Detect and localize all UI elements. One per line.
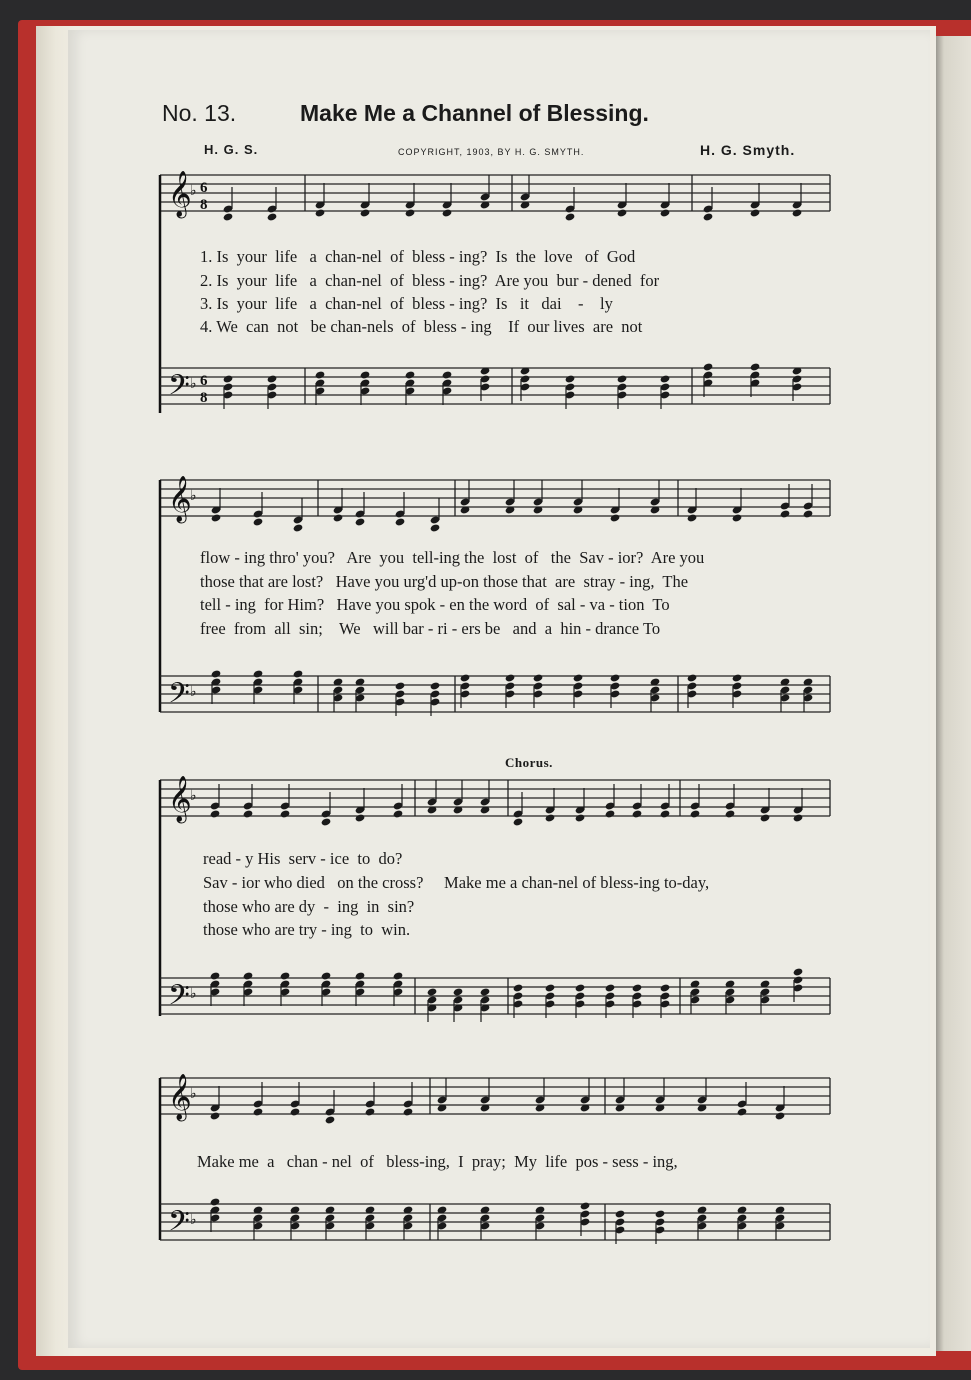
- svg-text:𝄞: 𝄞: [168, 171, 192, 217]
- svg-text:𝄞: 𝄞: [168, 476, 192, 522]
- svg-text:6: 6: [200, 180, 208, 196]
- lyric-line: those who are dy - ing in sin?: [203, 897, 415, 916]
- lyric-line: tell - ing for Him? Have you spok - en the word of sal - va - tion To: [200, 595, 670, 614]
- chorus-label: Chorus.: [505, 755, 553, 770]
- lyric-line: those who are try - ing to win.: [203, 920, 411, 939]
- lyric-line: Sav - ior who died on the cross? Make me a chan-nel of bless-ing to-day,: [203, 873, 710, 892]
- staff-system-1: [160, 171, 830, 413]
- svg-text:𝄞: 𝄞: [168, 776, 192, 822]
- lyric-line: Make me a chan - nel of bless-ing, I pray; My life pos - sess - ing,: [197, 1152, 678, 1171]
- svg-text:8: 8: [200, 390, 208, 406]
- lyric-line: free from all sin; We will bar - ri - ers be and a hin - drance To: [200, 619, 661, 638]
- svg-text:♭: ♭: [190, 684, 197, 700]
- lyric-line: those that are lost? Have you urg'd up-on those that are stray - ing, The: [200, 572, 689, 591]
- svg-text:6: 6: [200, 373, 208, 389]
- svg-text:𝄢: 𝄢: [168, 1205, 190, 1245]
- svg-text:𝄢: 𝄢: [168, 979, 190, 1019]
- svg-text:8: 8: [200, 197, 208, 213]
- lyric-line: 3. Is your life a chan-nel of bless - ing? Is it dai - ly: [200, 294, 613, 313]
- words-credit: H. G. S.: [204, 142, 259, 157]
- lyric-line: flow - ing thro' you? Are you tell-ing the lost of the Sav - ior? Are you: [200, 548, 705, 567]
- music-credit: H. G. Smyth.: [700, 142, 796, 158]
- svg-text:♭: ♭: [190, 376, 197, 392]
- hymn-number: No. 13.: [162, 100, 237, 126]
- svg-text:♭: ♭: [190, 1086, 197, 1102]
- lyric-line: 4. We can not be chan-nels of bless - ing If our lives are not: [200, 317, 643, 336]
- svg-text:♭: ♭: [190, 788, 197, 804]
- svg-text:𝄢: 𝄢: [168, 677, 190, 717]
- lyric-line: read - y His serv - ice to do?: [203, 849, 403, 868]
- copyright-notice: COPYRIGHT, 1903, BY H. G. SMYTH.: [398, 147, 585, 157]
- svg-text:♭: ♭: [190, 183, 197, 199]
- lyric-line: 2. Is your life a chan-nel of bless - ing? Are you bur - dened for: [200, 271, 660, 290]
- svg-text:♭: ♭: [190, 986, 197, 1002]
- svg-text:𝄞: 𝄞: [168, 1074, 192, 1120]
- svg-text:♭: ♭: [190, 488, 197, 504]
- svg-text:𝄢: 𝄢: [168, 369, 190, 409]
- lyric-line: 1. Is your life a chan-nel of bless - ing? Is the love of God: [200, 247, 636, 266]
- hymn-title: Make Me a Channel of Blessing.: [300, 100, 649, 126]
- svg-text:♭: ♭: [190, 1212, 197, 1228]
